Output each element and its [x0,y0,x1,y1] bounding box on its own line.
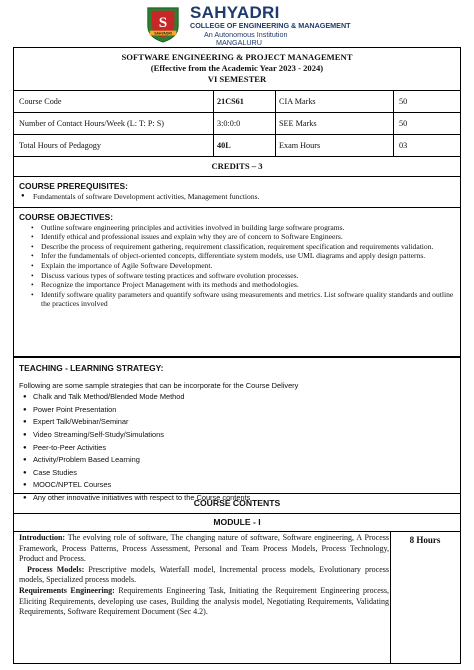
module-divider [13,531,461,532]
info-value: 3:0:0:0 [217,119,241,128]
semester: VI SEMESTER [207,74,267,84]
strategy-item: ● MOOC/NPTEL Courses [3,479,455,492]
college-logo-icon [144,5,182,43]
prerequisite-item: ● Fundamentals of software Development activities, Management functions. [21,192,455,202]
strategy-item: ● Chalk and Talk Method/Blended Mode Method [3,391,455,404]
module-title: MODULE - I [13,513,461,531]
institution-line-3: MANGALURU [216,38,262,47]
module-content [19,533,389,618]
info-value: 21CS61 [217,97,244,106]
institution-line-1: COLLEGE OF ENGINEERING & MANAGEMENT [190,21,351,30]
course-title: SOFTWARE ENGINEERING & PROJECT MANAGEMENT [121,52,353,62]
strategy-intro: Following are some sample strategies that can be incorporate for the Course Delivery [19,380,299,390]
objective-item: • Identify software quality parameters and quantify software using measurements and metrics. List software quality standards and outline the practices involved [19,290,455,309]
info-label: Total Hours of Pedagogy [19,141,101,150]
module-process-models [19,565,389,586]
objective-item: • Recognize the importance Project Management with its methods and methodologies. [19,280,455,290]
objectives-heading: COURSE OBJECTIVES: [19,212,114,222]
effective-year: (Effective from the Academic Year 2023 - 2024) [150,63,324,73]
course-contents-heading: COURSE CONTENTS [13,493,461,513]
institution-subtitle [190,22,351,48]
info-row [13,90,461,112]
strategy-item: ● Any other innovative initiatives with respect to the Course contents [3,492,455,505]
strategy-section [13,356,461,502]
info-label: Number of Contact Hours/Week (L: T: P: S) [19,119,164,128]
module-hours: 8 Hours [409,535,441,545]
strategy-item: ● Power Point Presentation [3,404,455,417]
institution-name: SAHYADRI [190,3,280,22]
institution-header [0,0,474,46]
strategy-item: ● Case Studies [3,467,455,480]
module-requirements [19,586,389,618]
module-intro [19,533,389,565]
strategy-item: ● Activity/Problem Based Learning [3,454,455,467]
objectives-section [13,207,461,309]
info-row [13,112,461,134]
info-label: Course Code [19,97,62,106]
process-models-label: Process Models: [27,564,85,574]
process-models-text: Prescriptive models, Waterfall model, Incremental process models, Evolutionary process models, Specialized process models. [19,564,390,585]
objective-item: • Describe the process of requirement gathering, requirement classification, requirement specification and requirements validation. [19,242,455,252]
objective-item: • Infer the fundamentals of object-oriented concepts, differentiate system models, use UML diagrams and apply design patterns. [19,251,455,261]
svg-text:SAHYADRI: SAHYADRI [154,31,172,36]
svg-text:S: S [158,13,168,31]
strategy-item: ● Peer-to-Peer Activities [3,442,455,455]
info-value-2: 03 [399,141,408,150]
institution-line-2: An Autonomous Institution [204,29,288,39]
info-value-2: 50 [399,97,408,106]
prerequisites-section [13,176,461,206]
objective-item: • Explain the importance of Agile Software Development. [19,261,455,271]
requirements-text: Requirements Engineering Task, Initiating the Requirement Engineering process, Eliciting Requirements, developing use cases, Building the analysis model, Negotiating Requirements, Validating Requirements, Software Requirement Document (Sec 4.2). [19,585,389,617]
course-title-block [13,47,461,85]
intro-text: The evolving role of software, The changing nature of software, Software engineering, A Process Framework, Process Patterns, Process Assessment, Personal and Team Process Models, Process Technology, Product and Process. [19,533,389,564]
prerequisites-heading: COURSE PREREQUISITES: [19,181,128,191]
module-hours-divider [390,531,391,664]
objective-item: • Discuss various types of software testing practices and software evolution processes. [19,271,455,281]
info-value: 40L [217,141,231,150]
info-label-2: Exam Hours [279,141,321,150]
strategy-item: ● Video Streaming/Self-Study/Simulations [3,429,455,442]
intro-label: Introduction: [19,533,66,542]
info-label-2: CIA Marks [279,97,316,106]
credits-row: CREDITS – 3 [13,156,461,176]
info-label-2: SEE Marks [279,119,317,128]
info-row [13,134,461,156]
objective-item: • Outline software engineering principles and activities involved in building large software programs. [19,223,455,233]
strategy-item: ● Expert Talk/Webinar/Seminar [3,416,455,429]
objective-item: • Identify ethical and professional issues and explain why they are of concern to Software Engineers. [19,232,455,242]
requirements-label: Requirements Engineering: [19,585,115,595]
strategy-heading: TEACHING - LEARNING STRATEGY: [19,363,164,373]
info-value-2: 50 [399,119,408,128]
